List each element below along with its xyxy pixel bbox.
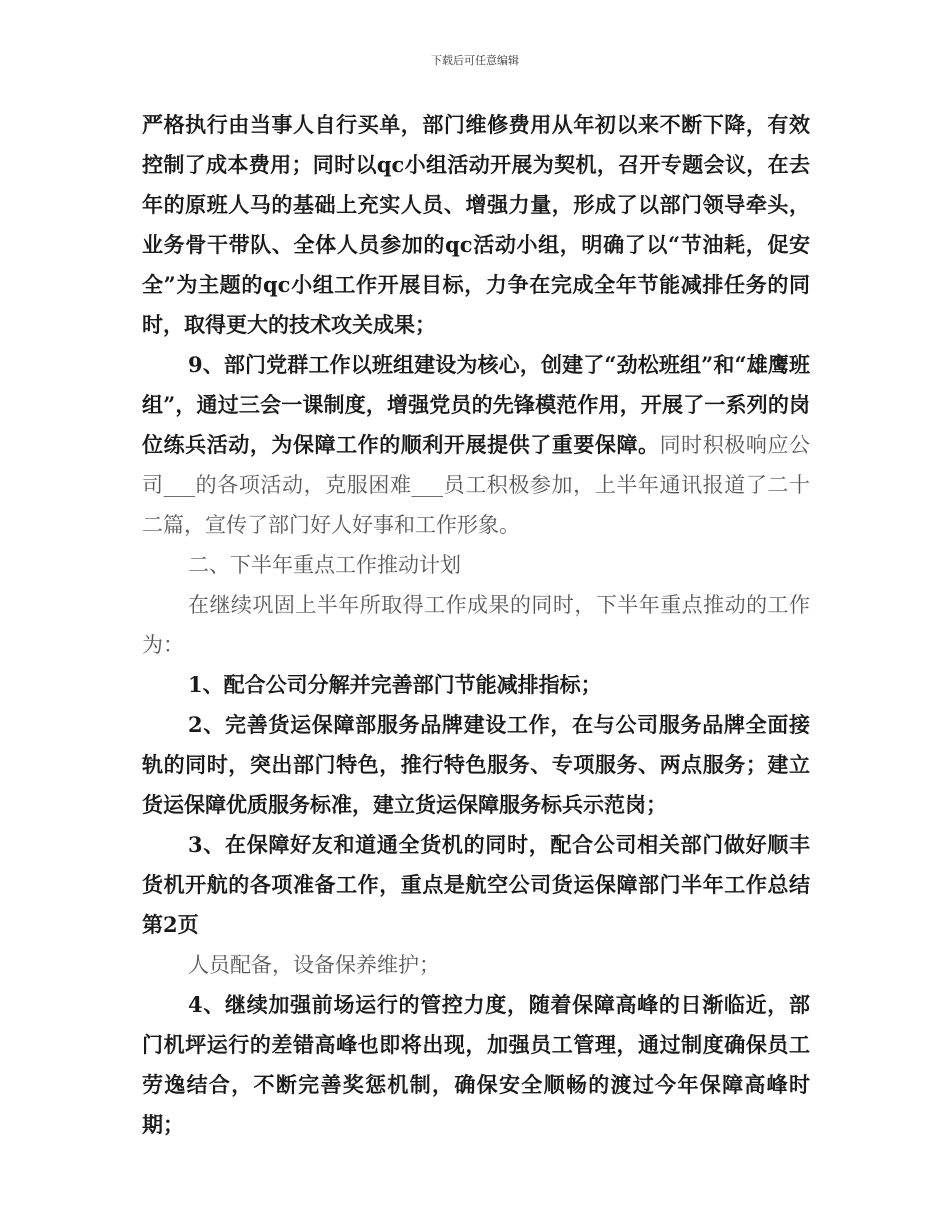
list-item-3-continued [142, 945, 810, 985]
paragraph-text: 严格执行由当事人自行买单，部门维修费用从年初以来不断下降，有效控制了成本费用；同时以qc小组活动开展为契机，召开专题会议，在去年的原班人马的基础上充实人员、增强力量，形成了以部门领导牵头，业务骨干带队、全体人员参加的qc活动小组，明确了以“节油耗，促安全”为主题的qc小组工作开展目标，力争在完成全年节能减排任务的同时，取得更大的技术攻关成果； [142, 112, 810, 337]
section-heading-plan [142, 545, 810, 585]
paragraph-text-light: 同时积极响应公司___的各项活动，克服困难___员工积极参加，上半年通讯报道了二十二篇，宣传了部门好人好事和工作形象。 [142, 433, 811, 537]
list-item-2 [142, 705, 810, 825]
paragraph-text: 人员配备，设备保养维护； [188, 953, 440, 977]
list-item-1 [142, 665, 810, 705]
list-item-3 [142, 825, 810, 945]
paragraph-intro [142, 585, 810, 665]
paragraph-text: 9、部门党群工作以班组建设为核心，创建了“劲松班组”和“雄鹰班组”，通过三会一课制度，增强党员的先锋模范作用，开展了一系列的岗位练兵活动，为保障工作的顺利开展提供了重要保障。 [142, 352, 810, 457]
paragraph-party-work [142, 345, 810, 545]
page-header: 下载后可任意编辑 [431, 54, 519, 67]
heading-text: 二、下半年重点工作推动计划 [188, 553, 461, 577]
list-item-4 [142, 985, 810, 1145]
paragraph-text: 3、在保障好友和道通全货机的同时，配合公司相关部门做好顺丰货机开航的各项准备工作，重点是航空公司货运保障部门半年工作总结第2页 [142, 832, 810, 937]
paragraph-text: 1、配合公司分解并完善部门节能减排指标； [188, 672, 602, 697]
paragraph-cost-control [142, 105, 810, 345]
paragraph-text: 4、继续加强前场运行的管控力度，随着保障高峰的日渐临近，部门机坪运行的差错高峰也即将出现，加强员工管理，通过制度确保员工劳逸结合，不断完善奖惩机制，确保安全顺畅的渡过今年保障高峰时期； [142, 992, 810, 1137]
paragraph-text: 2、完善货运保障部服务品牌建设工作，在与公司服务品牌全面接轨的同时，突出部门特色，推行特色服务、专项服务、两点服务；建立货运保障优质服务标准，建立货运保障服务标兵示范岗； [142, 712, 810, 817]
document-body [142, 105, 810, 1145]
paragraph-text: 在继续巩固上半年所取得工作成果的同时，下半年重点推动的工作为： [142, 593, 810, 657]
